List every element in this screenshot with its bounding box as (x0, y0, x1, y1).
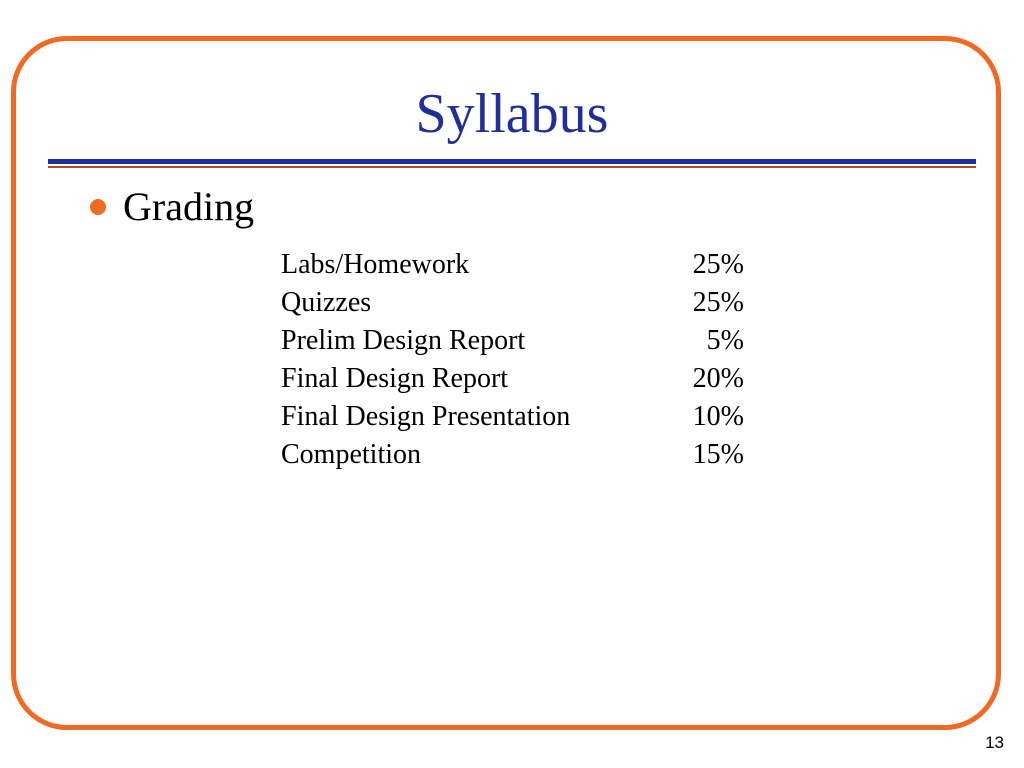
grading-table (281, 246, 744, 474)
grading-row (281, 246, 744, 284)
grading-item-percent: 5% (706, 325, 744, 356)
grading-item-label: Quizzes (281, 287, 372, 318)
bullet-item-grading (90, 183, 254, 231)
grading-row (281, 398, 744, 436)
grading-item-percent: 10% (692, 401, 744, 432)
bullet-dot-icon (90, 199, 106, 215)
grading-item-label: Final Design Report (281, 363, 509, 394)
page-number: 13 (985, 733, 1004, 752)
grading-item-percent: 25% (692, 287, 744, 318)
grading-item-label: Labs/Homework (281, 249, 470, 280)
grading-item-label: Competition (281, 439, 421, 470)
title-divider-secondary (48, 166, 976, 168)
grading-item-label: Prelim Design Report (281, 325, 526, 356)
slide-title: Syllabus (415, 83, 609, 145)
grading-item-percent: 15% (692, 439, 744, 470)
grading-row (281, 322, 744, 360)
grading-item-percent: 25% (692, 249, 744, 280)
grading-row (281, 436, 744, 474)
grading-row (281, 284, 744, 322)
title-divider-primary (48, 159, 976, 164)
grading-item-label: Final Design Presentation (281, 401, 571, 432)
grading-item-percent: 20% (692, 363, 744, 394)
bullet-label: Grading (123, 184, 255, 229)
grading-row (281, 360, 744, 398)
